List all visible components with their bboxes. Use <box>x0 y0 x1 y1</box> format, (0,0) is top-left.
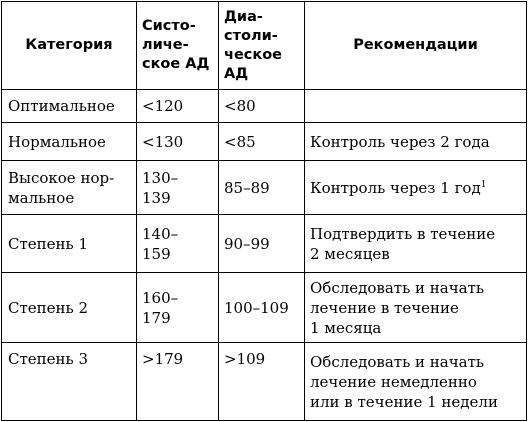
recommendation-cell: Подтвердить в течение 2 месяцев <box>305 215 527 273</box>
blood-pressure-table <box>1 1 527 421</box>
recommendation-cell: Обследовать и начать лечение в течение 1 месяца <box>305 273 527 343</box>
diastolic-cell: 85–89 <box>219 161 305 215</box>
table-header-row <box>2 2 527 90</box>
systolic-cell: >179 <box>137 343 219 421</box>
diastolic-cell: >109 <box>219 343 305 421</box>
systolic-cell: 140– 159 <box>137 215 219 273</box>
recommendation-text: Контроль через 1 год <box>310 178 481 197</box>
table-row <box>2 343 527 421</box>
table-row <box>2 123 527 161</box>
header-systolic: Систо- личе- ское АД <box>137 2 219 90</box>
table-row <box>2 273 527 343</box>
header-diastolic: Диа- столи- ческое АД <box>219 2 305 90</box>
header-recommendations: Рекомендации <box>305 2 527 90</box>
recommendation-cell: Контроль через 2 года <box>305 123 527 161</box>
recommendation-cell <box>305 161 527 215</box>
category-cell: Оптимальное <box>2 90 137 123</box>
table-row <box>2 90 527 123</box>
diastolic-cell: 100–109 <box>219 273 305 343</box>
recommendation-cell <box>305 90 527 123</box>
systolic-cell: <130 <box>137 123 219 161</box>
diastolic-cell: <85 <box>219 123 305 161</box>
category-cell: Высокое нор- мальное <box>2 161 137 215</box>
footnote-marker: 1 <box>480 179 487 190</box>
recommendation-cell: Обследовать и начать лечение немедленно или в течение 1 недели <box>305 343 527 421</box>
table-row <box>2 161 527 215</box>
systolic-cell: 130– 139 <box>137 161 219 215</box>
category-cell: Степень 2 <box>2 273 137 343</box>
category-cell: Степень 1 <box>2 215 137 273</box>
header-category: Категория <box>2 2 137 90</box>
diastolic-cell: 90–99 <box>219 215 305 273</box>
table-row <box>2 215 527 273</box>
diastolic-cell: <80 <box>219 90 305 123</box>
systolic-cell: <120 <box>137 90 219 123</box>
category-cell: Степень 3 <box>2 343 137 421</box>
systolic-cell: 160– 179 <box>137 273 219 343</box>
category-cell: Нормальное <box>2 123 137 161</box>
